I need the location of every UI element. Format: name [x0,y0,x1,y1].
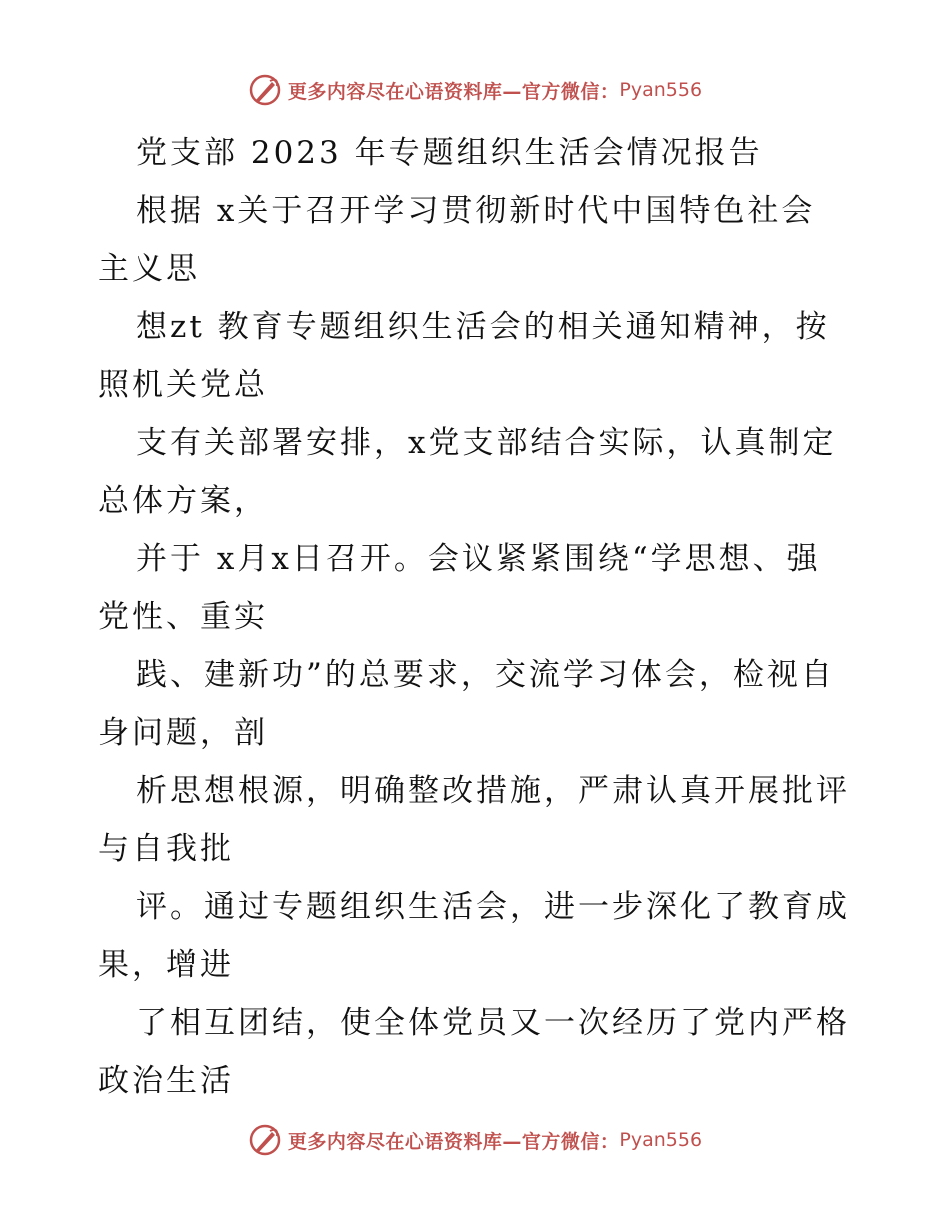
document-line: 政治生活 [98,1063,234,1099]
document-line: 了相互团结，使全体党员又一次经历了党内严格 [136,1005,850,1041]
document-line: 党性、重实 [98,599,268,635]
quill-pen-logo-icon [248,1123,282,1157]
footer-banner [0,1120,950,1160]
header-banner [0,70,950,110]
document-body [98,124,868,1110]
document-line: 支有关部署安排，x党支部结合实际，认真制定 [136,425,837,461]
document-line: 主义思 [98,251,200,287]
header-banner-text: 更多内容尽在心语资料库—官方微信： [287,80,620,103]
document-line: 评。通过专题组织生活会，进一步深化了教育成 [136,889,850,925]
header-banner-handle: Pyan556 [619,79,703,101]
footer-banner-text: 更多内容尽在心语资料库—官方微信： [287,1130,620,1153]
document-line: 照机关党总 [98,367,268,403]
document-title: 党支部 2023 年专题组织生活会情况报告 [136,135,763,171]
document-line: 析思想根源，明确整改措施，严肃认真开展批评 [136,773,850,809]
footer-banner-handle: Pyan556 [619,1129,703,1151]
document-line: 并于 x月x日召开。会议紧紧围绕“学思想、强 [136,541,821,577]
document-line: 身问题，剖 [98,715,268,751]
document-line: 根据 x关于召开学习贯彻新时代中国特色社会 [136,193,816,229]
quill-pen-logo-icon [248,73,282,107]
document-line: 与自我批 [98,831,234,867]
document-line: 想zt 教育专题组织生活会的相关通知精神，按 [136,309,830,345]
document-line: 果，增进 [98,947,234,983]
document-line: 总体方案， [98,483,268,519]
document-line: 践、建新功”的总要求，交流学习体会，检视自 [136,657,835,693]
